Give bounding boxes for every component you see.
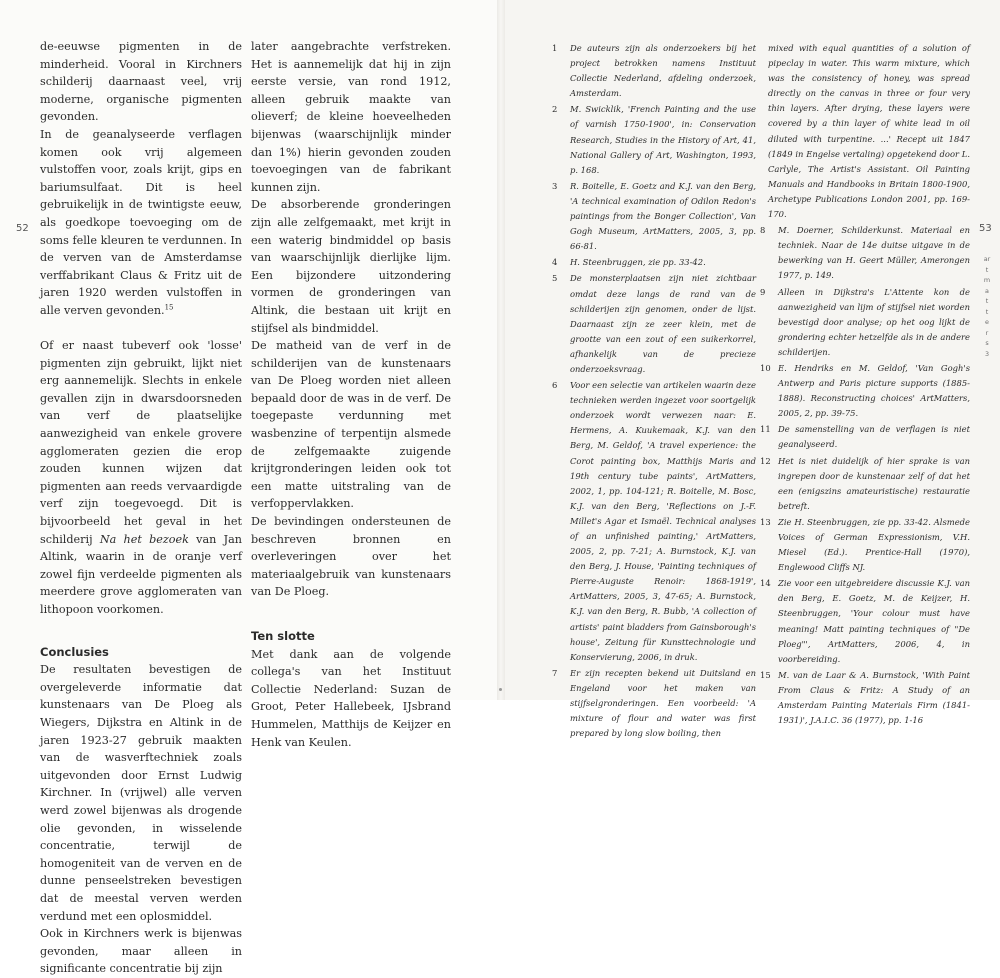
footnote-text: De monsterplaatsen zijn niet zichtbaar omdat deze langs de rand van de schilderijen zijn genomen, onder de lijst. Daarnaast zijn ze zeer klein, met de grootte van een zout of een suikerkorrel, afhankelijk van de precieze onderzoeksvraag. xyxy=(570,273,756,374)
body-paragraph: De absorberende gronderingen zijn alle zelfgemaakt, met krijt in een waterig bindmiddel op basis van waarschijnlijk dierlijke lijm. Een bijzondere uitzondering vormen de gronderingen van Altink, die bestaan uit krijt en stijfsel als bindmiddel. xyxy=(251,198,451,335)
footnote-text: M. Doerner, Schilderkunst. Materiaal en techniek. Naar de 14e duitse uitgave in de bewerking van H. Geert Müller, Amerongen 1977, p. 149. xyxy=(778,225,970,281)
footnote-text: Voor een selectie van artikelen waarin deze technieken werden ingezet voor soortgelijk onderzoek wordt verwezen naar: E. Hermens, A. Kuukemaak, K.J. van den Berg, M. Geldof, 'A travel experience: the Corot painting box, Matthijs Maris and 19th century tube paints', ArtMatters, 2002, 1, pp. 104-121; R. Boitelle, M. Bosc, K.J. van den Berg, 'Reflections on J.-F. Millet's Agar et Ismaël. Technical analyses of an unfinished painting,' ArtMatters, 2005, 2, pp. 7-21; A. Burnstock, K.J. van den Berg, J. House, 'Painting techniques of Pierre-Auguste Renoir: 1868-1919', ArtMatters, 2005, 3, 47-65; A. Burnstock, K.J. van den Berg, R. Bubb, 'A collection of artists' paint bladders from Gainsborough's house', Zeitung für Kunsttechnologie und Konservierung, 2006, in druk. xyxy=(570,380,756,662)
footnote-number: 2 xyxy=(552,104,558,115)
running-head-letter: e xyxy=(985,318,989,326)
page-number-right: 53 xyxy=(979,223,992,234)
footnote-number: 5 xyxy=(552,273,558,284)
left-page-column-2 xyxy=(251,38,451,751)
footnote-item xyxy=(760,223,970,283)
footnote-number: 12 xyxy=(760,455,771,466)
footnotes-column-2 xyxy=(760,41,970,729)
footnote-text: Zie voor een uitgebreidere discussie K.J. van den Berg, E. Goetz, M. de Keijzer, H. Steenbruggen, 'Your colour must have meaning! Matt painting techniques of "De Ploeg"', ArtMatters, 2006, 4, in voorbereiding. xyxy=(778,578,970,664)
footnote-text: Er zijn recepten bekend uit Duitsland en Engeland voor het maken van stijfselgronderingen. Een voorbeeld: 'A mixture of flour and water was first prepared by long slow boiling, then xyxy=(570,667,756,739)
footnote-number: 4 xyxy=(552,257,558,268)
footnote-item xyxy=(760,454,970,514)
footnote-text: mixed with equal quantities of a solution of pipeclay in water. This warm mixture, which was the consistency of honey, was spread directly on the canvas in three or four very thin layers. After drying, these layers were covered by a thin layer of white lead in oil diluted with turpentine. ...' Recept uit 1847 (1849 in Engelse vertaling) opgetekend door L. Carlyle, The Artist's Assistant. Oil Painting Manuals and Handbooks in Britain 1800-1900, Archetype Publications London 2001, pp. 169-170. xyxy=(768,43,970,220)
footnote-number: 7 xyxy=(552,667,558,678)
body-paragraph: later aangebrachte verfstreken. Het is aannemelijk dat hij in zijn eerste versie, van rond 1912, alleen gebruik maakte van olieverf; de kleine hoeveelheden bijenwas (waarschijnlijk minder dan 1%) hierin gevonden zouden toevoegingen van de fabrikant kunnen zijn. xyxy=(251,40,451,194)
artwork-title: Na het bezoek xyxy=(99,532,189,546)
running-head-artmatters xyxy=(980,254,994,359)
footnote-number: 1 xyxy=(552,43,558,53)
footnotes-column-1 xyxy=(552,41,756,742)
footnote-text: M. Swicklik, 'French Painting and the use of varnish 1750-1900', in: Conservation Research, Studies in the History of Art, 41, National Gallery of Art, Washington, 1993, p. 168. xyxy=(570,104,756,175)
running-head-letter: s xyxy=(985,339,989,347)
footnote-text: Alleen in Dijkstra's L'Attente kon de aanwezigheid van lijm of stijfsel niet worden bevestigd door analyse; op het oog lijkt de grondering echter hetzelfde als in de andere schilderijen. xyxy=(778,286,970,357)
body-paragraph: De resultaten bevestigen de overgeleverde informatie dat kunstenaars van De Ploeg als Wiegers, Dijkstra en Altink in de jaren 1923-27 gebruik maakten van de wasverftechniek zoals uitgevonden door Ernst Ludwig Kirchner. In (vrijwel) alle verven werd zowel bijenwas als drogende olie gevonden, in wisselende concentratie, terwijl de homogeniteit van de verven en de dunne penseelstreken bevestigen dat de meestal verven werden verdund met een oplosmiddel. xyxy=(40,663,242,923)
running-head-letter: r xyxy=(985,328,989,337)
footnote-item xyxy=(552,378,756,665)
body-paragraph: Ook in Kirchners werk is bijenwas gevonden, maar alleen in significante concentratie bij zijn xyxy=(40,927,242,976)
footnote-text: M. van de Laar & A. Burnstock, 'With Paint From Claus & Fritz: A Study of an Amsterdam Painting Materials Firm (1841-1931)', J.A.I.C. 36 (1977), pp. 1-16 xyxy=(778,669,970,726)
footnote-number: 9 xyxy=(760,286,766,297)
running-head-letter: t xyxy=(985,265,989,274)
footnote-item xyxy=(760,576,970,667)
book-gutter xyxy=(497,0,505,700)
running-head-letter: t xyxy=(985,307,989,316)
body-paragraph: In de geanalyseerde verflagen komen ook vrij algemeen vulstoffen voor, zoals krijt, gips en bariumsulfaat. Dit is heel gebruikelijk in de twintigste eeuw, als goedkope toevoeging om de soms felle kleuren te verdunnen. In de verven van de Amsterdamse verffabrikant Claus & Fritz uit de jaren 1920 werden vulstoffen in alle verven gevonden.$^{15}$ xyxy=(40,127,242,317)
footnote-number: 14 xyxy=(760,578,771,589)
running-head-letter: ar xyxy=(983,255,991,263)
section-heading-conclusies: Conclusies xyxy=(40,644,109,659)
footnote-item xyxy=(552,666,756,741)
body-paragraph: De bevindingen ondersteunen de beschreven bronnen en overleveringen over het materiaalgebruik van kunstenaars van De Ploeg. xyxy=(251,515,451,599)
footnote-text: Het is niet duidelijk of hier sprake is van ingrepen door de kunstenaar zelf of dat het een (enigszins amateuristische) restauratie betreft. xyxy=(778,455,970,511)
footnote-number: 3 xyxy=(552,180,558,191)
footnote-item xyxy=(552,271,756,377)
footnote-number: 11 xyxy=(760,424,771,435)
running-head-letter: t xyxy=(985,297,989,305)
footnote-item xyxy=(552,255,756,270)
footnote-text: R. Boitelle, E. Goetz and K.J. van den Berg, 'A technical examination of Odilon Redon's paintings from the Bonger Collection', Van Gogh Museum, ArtMatters, 2005, 3, pp. 66-81. xyxy=(570,180,756,252)
footnote-number: 8 xyxy=(760,225,766,236)
gutter-mark xyxy=(499,688,502,691)
body-paragraph: De matheid van de verf in de schilderijen van de kunstenaars van De Ploeg worden niet alleen bepaald door de was in de verf. De toegepaste verdunning met wasbenzine of terpentijn alsmede de zelfgemaakte zuigende krijtgronderingen leiden ook tot een matte uitstraling van de verfoppervlakken. xyxy=(251,339,451,511)
page-number-left: 52 xyxy=(16,223,29,234)
footnote-item xyxy=(760,422,970,452)
footnote-text: De auteurs zijn als onderzoekers bij het project betrokken namens Instituut Collectie Nederland, afdeling onderzoek, Amsterdam. xyxy=(570,43,756,99)
section-heading-ten-slotte: Ten slotte xyxy=(251,629,315,643)
body-paragraph: Of er naast tubeverf ook 'losse' pigmenten zijn gebruikt, lijkt niet erg aannemelijk. Slechts in enkele gevallen zijn in dwarsdoorsneden van verf de plaatselijke aanwezigheid van enkele grovere agglomeraten gezien die erop zouden kunnen wijzen dat pigmenten aan reeds vervaardigde verf zijn toegevoegd. Dit is bijvoorbeeld het geval in het schilderij Na het bezoek van Jan Altink, waarin in de oranje verf zowel fijn verdeelde pigmenten als meerdere grove agglomeraten van lithopoon voorkomen. xyxy=(40,339,242,616)
running-head-letter: m xyxy=(983,276,991,284)
footnote-text: De samenstelling van de verflagen is niet geanalyseerd. xyxy=(778,424,970,450)
body-paragraph: Met dank aan de volgende collega's van het Instituut Collectie Nederland: Suzan de Groot, Peter Hallebeek, IJsbrand Hummelen, Matthijs de Keijzer en Henk van Keulen. xyxy=(251,647,451,749)
footnote-number: 13 xyxy=(760,516,771,527)
footnote-item xyxy=(552,179,756,254)
footnote-item xyxy=(552,102,756,177)
left-page-column-1 xyxy=(40,38,242,978)
footnote-item xyxy=(760,515,970,575)
footnote-text: Zie H. Steenbruggen, zie pp. 33-42. Alsmede Voices of German Expressionism, V.H. Miesel (Ed.). Prentice-Hall (1970), Englewood Cliffs NJ. xyxy=(778,516,970,573)
footnote-item xyxy=(760,668,970,728)
footnote-number: 10 xyxy=(760,362,771,373)
footnote-text: E. Hendriks en M. Geldof, 'Van Gogh's Antwerp and Paris picture supports (1885-1888). Reconstructing choices' ArtMatters, 2005, 2, pp. 39-75. xyxy=(778,362,970,419)
footnote-number: 6 xyxy=(552,380,558,391)
running-head-letter: 3 xyxy=(984,349,990,358)
footnote-item xyxy=(760,285,970,360)
body-paragraph: de-eeuwse pigmenten in de minderheid. Vooral in Kirchners schilderij daarnaast veel, vrij moderne, organische pigmenten gevonden. xyxy=(40,40,242,124)
footnote-item xyxy=(760,41,970,222)
footnote-text: H. Steenbruggen, zie pp. 33-42. xyxy=(570,257,706,268)
footnote-item xyxy=(760,361,970,421)
footnote-number: 15 xyxy=(760,669,771,680)
footnote-ref[interactable]: 15 xyxy=(164,303,174,312)
running-head-letter: a xyxy=(985,286,989,295)
footnote-item xyxy=(552,41,756,101)
